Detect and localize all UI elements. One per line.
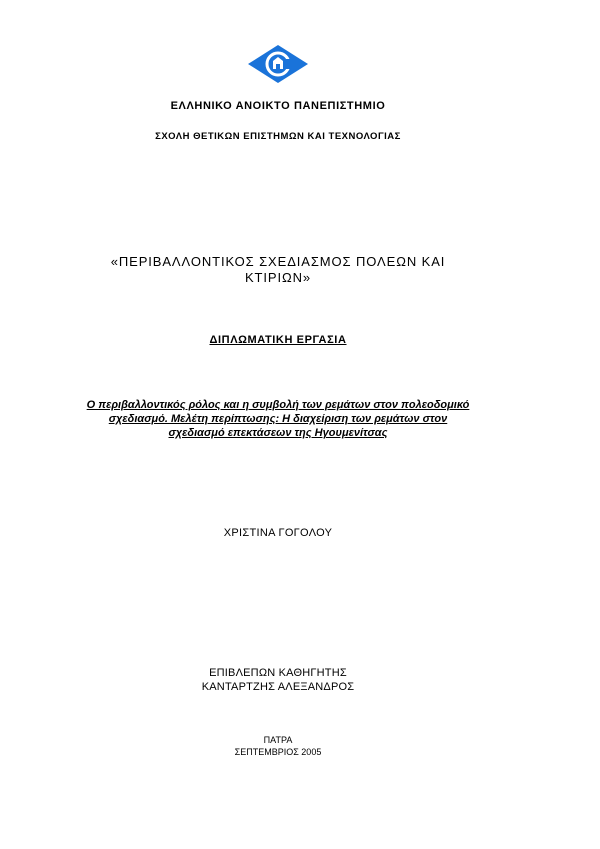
place-date-block [0, 734, 556, 758]
subtitle-line-3: σχεδιασμό επεκτάσεων της Ηγουμενίτσας [168, 427, 388, 439]
subtitle-line-2: σχεδιασμό. Μελέτη περίπτωσης: Η διαχείριση των ρεμάτων στον [108, 413, 448, 425]
university-name: ΕΛΛΗΝΙΚΟ ΑΝΟΙΚΤΟ ΠΑΝΕΠΙΣΤΗΜΙΟ [170, 100, 386, 112]
thesis-title [0, 254, 556, 286]
supervisor-block [0, 666, 556, 694]
school-name: ΣΧΟΛΗ ΘΕΤΙΚΩΝ ΕΠΙΣΤΗΜΩΝ ΚΑΙ ΤΕΧΝΟΛΟΓΙΑΣ [155, 131, 401, 142]
city: ΠΑΤΡΑ [263, 735, 293, 745]
thesis-subtitle [60, 398, 496, 440]
supervisor-role: ΕΠΙΒΛΕΠΩΝ ΚΑΘΗΓΗΤΗΣ [209, 667, 347, 679]
thesis-title-line-2: ΚΤΙΡΙΩΝ» [244, 270, 312, 285]
date: ΣΕΠΤΕΜΒΡΙΟΣ 2005 [234, 747, 322, 757]
subtitle-line-1: Ο περιβαλλοντικός ρόλος και η συμβολή των ρεμάτων στον πολεοδομικό [86, 399, 470, 411]
supervisor-name: ΚΑΝΤΑΡΤΖΗΣ ΑΛΕΞΑΝΔΡΟΣ [201, 681, 355, 693]
author-name: ΧΡΙΣΤΙΝΑ ΓΟΓΟΛΟΥ [223, 527, 333, 539]
university-logo-icon [247, 44, 309, 84]
thesis-type-label: ΔΙΠΛΩΜΑΤΙΚΗ ΕΡΓΑΣΙΑ [209, 334, 347, 346]
thesis-title-line-1: «ΠΕΡΙΒΑΛΛΟΝΤΙΚΟΣ ΣΧΕΔΙΑΣΜΟΣ ΠΟΛΕΩΝ ΚΑΙ [110, 254, 446, 269]
